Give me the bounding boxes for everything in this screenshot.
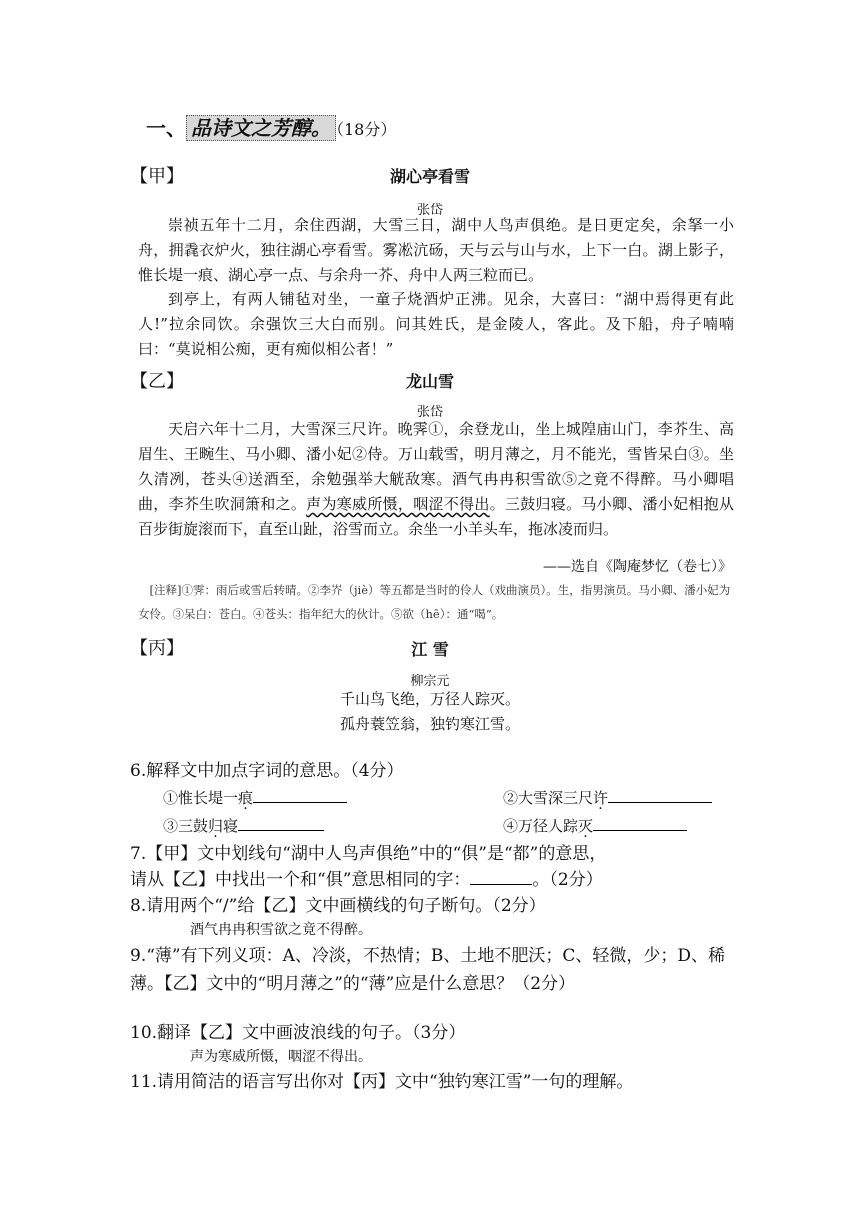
q7-points: 。（2分） <box>532 870 603 890</box>
q6a-text: ①惟长堤一 <box>163 789 239 807</box>
q6d-text: ④万径人踪 <box>503 817 579 835</box>
author-yi: 张岱 <box>416 405 443 420</box>
title-jia: 湖心亭看雪 <box>389 167 470 186</box>
q6d-answer-blank[interactable] <box>593 814 687 831</box>
yi-text-a: 天启六年十二月，大雪深三尺许。晚霁①，余登龙山，坐上城隍庙山门，李芥生、高眉生、王畹生、马小卿、潘小妃②侍。万山载雪，明月薄之，月不能光，雪皆呆白③。坐久清冽，苍头④送酒至，余勉强举大觥敌寒。酒气冉冉积雪欲⑤之竟不得醉。马小卿唱曲，李芥生吹洞箫和之。 <box>138 420 734 513</box>
question-6b <box>503 784 712 812</box>
tag-bing: 【丙】 <box>130 638 184 659</box>
question-6d <box>503 812 687 840</box>
question-6c <box>163 812 324 840</box>
jia-paragraph-2: 到亭上，有两人铺毡对坐，一童子烧酒炉正沸。见余，大喜曰：“湖中焉得更有此人!”拉余同饮。余强饮三大白而别。问其姓氏，是金陵人，客此。及下船，舟子喃喃曰：“莫说相公痴，更有痴似相公者！” <box>138 290 734 358</box>
q6b-text: ②大雪深三尺 <box>503 789 594 807</box>
q7-answer-blank[interactable] <box>470 868 532 885</box>
q6b-dotted: 许 <box>593 789 609 807</box>
section-points: （18分） <box>336 120 397 139</box>
author-bing: 柳宗元 <box>410 674 450 689</box>
poem-line-1: 千山鸟飞绝，万径人踪灭。 <box>339 690 520 708</box>
jia-paragraph-1: 崇祯五年十二月，余住西湖，大雪三日，湖中人鸟声俱绝。是日更定矣，余拏一小舟，拥毳衣炉火，独往湖心亭看雪。雾凇沆砀，天与云与山与水，上下一白。湖上影子，惟长堤一痕、湖心亭一点、与余舟一芥、舟中人两三粒而已。 <box>138 216 734 284</box>
question-8: 8.请用两个“/”给【乙】文中画横线的句子断句。（2分） <box>130 896 546 916</box>
poem-line-2: 孤舟蓑笠翁，独钓寒江雪。 <box>339 715 520 733</box>
question-9: 9.“薄”有下列义项：A、冷淡，不热情；B、土地不肥沃；C、轻微，少；D、稀薄。【乙】文中的“明月薄之”的“薄”应是什么意思？（2分） <box>130 946 726 994</box>
q6a-dotted: 痕 <box>238 789 254 807</box>
q6c-dotted: 归 <box>208 817 224 835</box>
q6d-dotted: 灭 <box>578 817 594 835</box>
tag-yi: 【乙】 <box>130 371 184 392</box>
q6a-answer-blank[interactable] <box>253 786 347 803</box>
question-8-sentence: 酒气冉冉积雪欲之竟不得醉。 <box>190 922 372 938</box>
q7-text: 请从【乙】中找出一个和“俱”意思相同的字： <box>130 870 471 890</box>
author-jia: 张岱 <box>416 203 443 218</box>
q6b-answer-blank[interactable] <box>608 786 712 803</box>
question-7-line-1: 7.【甲】文中划线句“湖中人鸟声俱绝”中的“俱”是“都”的意思， <box>130 844 607 864</box>
question-10-sentence: 声为寒威所慑，咽涩不得出。 <box>190 1049 372 1065</box>
section-number: 一、 <box>146 116 186 140</box>
question-11: 11.请用简洁的语言写出你对【丙】文中“独钓寒江雪”一句的理解。 <box>130 1072 634 1092</box>
yi-notes: [注释]①霁：雨后或雪后转晴。②李岕（jiè）等五都是当时的伶人（戏曲演员）。生，指男演员。马小卿、潘小妃为女伶。③呆白：苍白。④苍头：指年纪大的伙计。⑤欲（hē）：通“喝”。 <box>138 583 731 621</box>
question-7-line-2 <box>130 866 740 894</box>
q6c-text: ③三鼓 <box>163 817 209 835</box>
yi-wavy-sentence: 声为寒威所慑，咽涩不得出 <box>306 495 490 513</box>
section-title <box>146 112 396 141</box>
question-6: 6.解释文中加点字词的意思。（4分） <box>130 761 404 781</box>
yi-source: ——选自《陶庵梦忆（卷七）》 <box>543 559 732 575</box>
q6c-text-post: 寝 <box>223 817 239 835</box>
section-heading: 品诗文之芳醇。 <box>186 115 336 141</box>
title-yi: 龙山雪 <box>405 372 454 391</box>
tag-jia: 【甲】 <box>130 166 184 187</box>
title-bing: 江 雪 <box>411 640 449 659</box>
q6c-answer-blank[interactable] <box>238 814 324 831</box>
yi-paragraph <box>138 417 734 542</box>
question-6a <box>163 784 347 812</box>
question-10: 10.翻译【乙】文中画波浪线的句子。（3分） <box>130 1023 466 1043</box>
yi-text-b: 。三鼓归寝。马小卿、潘小妃相抱从百步街旋滚而下，直至山趾，浴雪而立。余坐一小羊头车，拖冰凌而归。 <box>138 495 734 538</box>
